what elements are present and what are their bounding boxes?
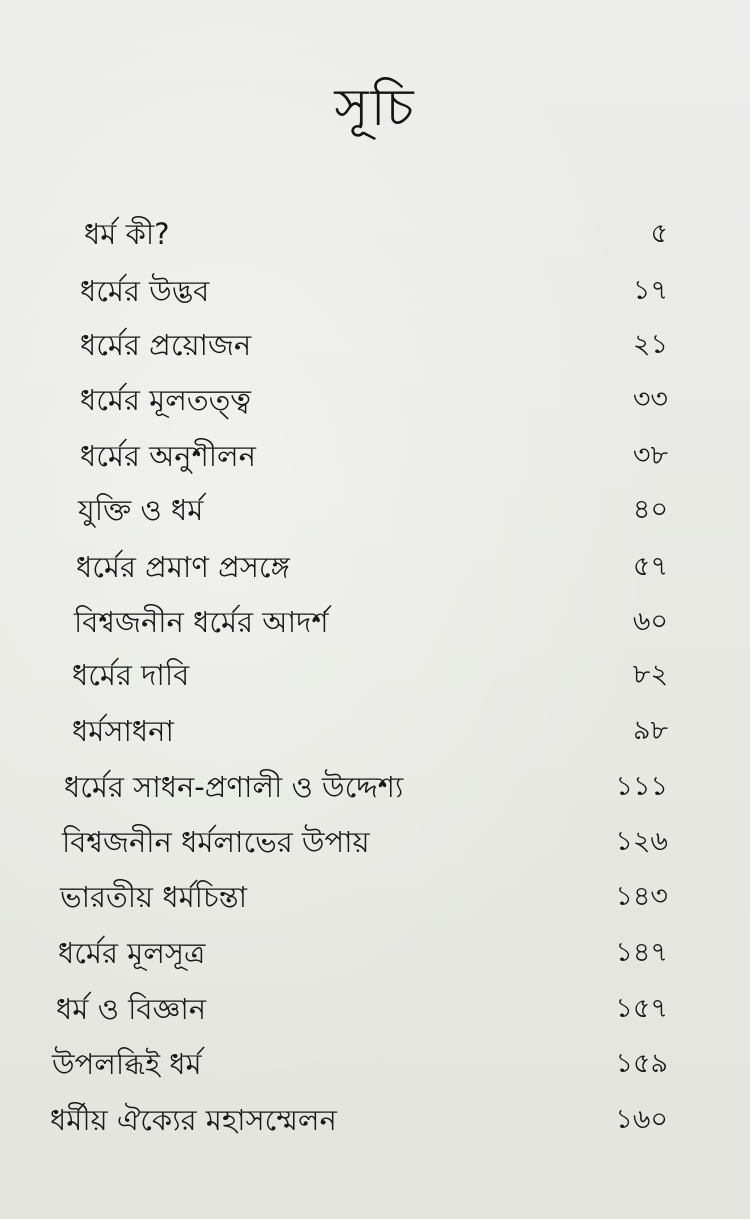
toc-row — [0, 321, 750, 369]
toc-entry-title: ধর্ম কী? — [84, 217, 170, 251]
toc-row — [0, 210, 750, 258]
toc-entry-page: ১৫৯ — [615, 1048, 668, 1079]
toc-row — [0, 432, 750, 480]
toc-entry-title: ধর্মের উদ্ভব — [80, 274, 210, 308]
toc-entry-title: ধর্মীয় ঐক্যের মহাসম্মেলন — [50, 1103, 337, 1137]
toc-row — [0, 1040, 750, 1088]
toc-row — [0, 707, 750, 755]
toc-row — [0, 598, 750, 646]
toc-entry-page: ১৫৭ — [615, 993, 668, 1024]
toc-entry-page: ১৪৩ — [615, 881, 668, 912]
toc-entry-page: ১৭ — [632, 275, 668, 306]
toc-entry-title: উপলব্ধিই ধর্ম — [52, 1047, 202, 1081]
toc-row — [0, 267, 750, 315]
toc-row — [0, 763, 750, 811]
toc-entry-title: ধর্মের প্রমাণ প্রসঙ্গে — [76, 550, 290, 584]
toc-entry-page: ১৪৭ — [615, 937, 668, 968]
toc-entry-title: ধর্মের সাধন-প্রণালী ও উদ্দেশ্য — [64, 770, 404, 804]
toc-entry-title: ধর্ম ও বিজ্ঞান — [56, 992, 207, 1026]
toc-entry-page: ৮২ — [632, 659, 668, 690]
toc-entry-title: বিশ্বজনীন ধর্মলাভের উপায় — [62, 825, 370, 859]
toc-entry-page: ১১১ — [615, 771, 668, 802]
toc-row — [0, 651, 750, 699]
toc-row — [0, 818, 750, 866]
toc-row — [0, 543, 750, 591]
toc-entry-title: ধর্মের মূলতত্ত্ব — [80, 383, 252, 417]
toc-row — [0, 1096, 750, 1144]
toc-entry-page: ৫৭ — [632, 551, 668, 582]
page-title: সূচি — [334, 78, 416, 138]
toc-entry-page: ১২৬ — [615, 826, 668, 857]
toc-entry-page: ৪০ — [632, 494, 668, 525]
toc-row — [0, 929, 750, 977]
toc-entry-page: ৬০ — [632, 606, 668, 637]
toc-entry-title: ধর্মের অনুশীলন — [80, 439, 256, 473]
toc-row — [0, 985, 750, 1033]
toc-entry-title: ধর্মের মূলসূত্র — [58, 936, 206, 970]
toc-entry-page: ৫ — [650, 218, 668, 249]
toc-entry-title: ধর্মের প্রয়োজন — [80, 328, 252, 362]
toc-entry-title: ধর্মসাধনা — [72, 714, 174, 748]
toc-entry-title: ভারতীয় ধর্মচিন্তা — [60, 880, 248, 914]
toc-entry-page: ১৬০ — [615, 1104, 668, 1135]
toc-entry-title: যুক্তি ও ধর্ম — [78, 493, 204, 527]
toc-entry-page: ৩৩ — [632, 384, 668, 415]
toc-entry-page: ৩৮ — [632, 440, 668, 471]
toc-entry-page: ৯৮ — [632, 715, 668, 746]
toc-entry-title: ধর্মের দাবি — [72, 658, 190, 692]
toc-entry-title: বিশ্বজনীন ধর্মের আদর্শ — [74, 605, 329, 639]
toc-row — [0, 873, 750, 921]
toc-entry-page: ২১ — [632, 329, 668, 360]
toc-row — [0, 486, 750, 534]
toc-row — [0, 376, 750, 424]
